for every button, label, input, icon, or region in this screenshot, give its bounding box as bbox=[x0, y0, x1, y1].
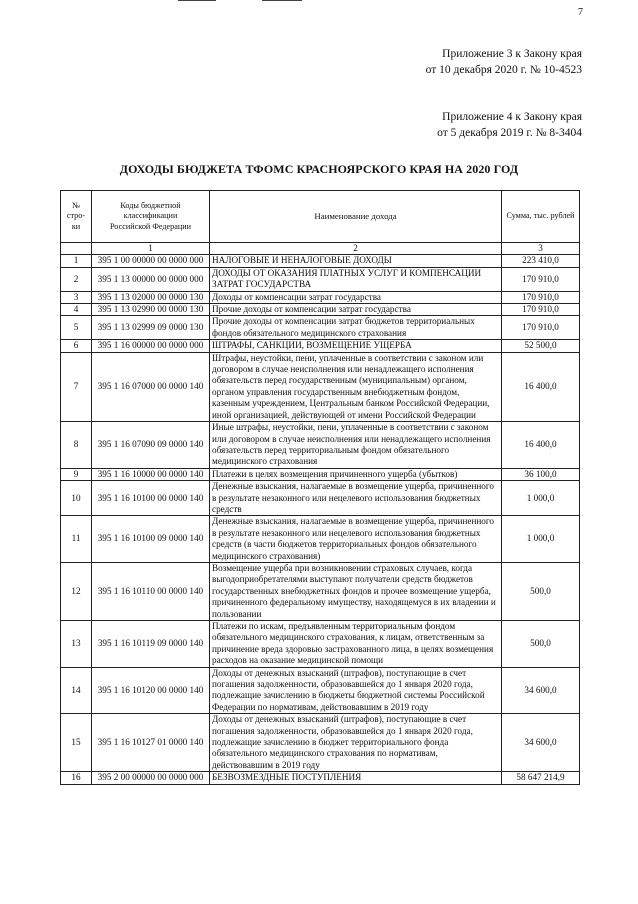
income-amount: 223 410,0 bbox=[502, 255, 580, 267]
column-number-row bbox=[61, 243, 580, 255]
income-name: Денежные взыскания, налагаемые в возмещение ущерба, причиненного в результате незаконного или нецелевого использования бюджетных средств (в части бюджетов территориальных фондов обязательного медицинского страхования) bbox=[210, 516, 502, 563]
appendix-4-line1: Приложение 4 к Закону края bbox=[442, 111, 582, 123]
row-number: 2 bbox=[61, 267, 92, 291]
table-row bbox=[61, 516, 580, 563]
table-row bbox=[61, 340, 580, 352]
income-amount: 170 910,0 bbox=[502, 267, 580, 291]
income-table bbox=[60, 190, 580, 785]
column-number bbox=[61, 243, 92, 255]
header-amount: Сумма, тыс. рублей bbox=[502, 191, 580, 243]
table-row bbox=[61, 255, 580, 267]
income-name: ДОХОДЫ ОТ ОКАЗАНИЯ ПЛАТНЫХ УСЛУГ И КОМПЕНСАЦИИ ЗАТРАТ ГОСУДАРСТВА bbox=[210, 267, 502, 291]
income-name: ШТРАФЫ, САНКЦИИ, ВОЗМЕЩЕНИЕ УЩЕРБА bbox=[210, 340, 502, 352]
budget-code: 395 1 16 10110 00 0000 140 bbox=[92, 562, 210, 620]
income-name: Доходы от компенсации затрат государства bbox=[210, 291, 502, 303]
row-number: 13 bbox=[61, 621, 92, 668]
table-row bbox=[61, 621, 580, 668]
row-number: 14 bbox=[61, 667, 92, 714]
scan-line-left bbox=[178, 0, 216, 1]
budget-code: 395 1 16 10100 00 0000 140 bbox=[92, 481, 210, 516]
header-budget-code: Коды бюджетной классификации Российской Федерации bbox=[92, 191, 210, 243]
income-name: Платежи по искам, предъявленным территориальным фондом обязательного медицинского страхования, к лицам, ответственным за причинение вреда здоровью застрахованного лица, в целях возмещения расходов на оказание медицинской помощи bbox=[210, 621, 502, 668]
income-amount: 1 000,0 bbox=[502, 516, 580, 563]
income-amount: 16 400,0 bbox=[502, 352, 580, 421]
table-header-row bbox=[61, 191, 580, 243]
budget-code: 395 1 16 07000 00 0000 140 bbox=[92, 352, 210, 421]
income-amount: 34 600,0 bbox=[502, 667, 580, 714]
row-number: 5 bbox=[61, 316, 92, 340]
table-row bbox=[61, 714, 580, 772]
table-row bbox=[61, 422, 580, 469]
page-number: 7 bbox=[578, 7, 583, 18]
row-number: 10 bbox=[61, 481, 92, 516]
document-title: ДОХОДЫ БЮДЖЕТА ТФОМС КРАСНОЯРСКОГО КРАЯ НА 2020 ГОД bbox=[119, 162, 519, 176]
table-row bbox=[61, 291, 580, 303]
income-name: Денежные взыскания, налагаемые в возмещение ущерба, причиненного в результате незаконного или нецелевого использования бюджетных средств bbox=[210, 481, 502, 516]
income-name: Прочие доходы от компенсации затрат государства bbox=[210, 304, 502, 316]
table-body bbox=[61, 255, 580, 784]
income-amount: 500,0 bbox=[502, 621, 580, 668]
budget-code: 395 1 16 07090 09 0000 140 bbox=[92, 422, 210, 469]
appendix-3-reference bbox=[426, 46, 582, 78]
row-number: 1 bbox=[61, 255, 92, 267]
income-name: НАЛОГОВЫЕ И НЕНАЛОГОВЫЕ ДОХОДЫ bbox=[210, 255, 502, 267]
budget-code: 395 1 13 02999 09 0000 130 bbox=[92, 316, 210, 340]
column-number: 3 bbox=[502, 243, 580, 255]
row-number: 16 bbox=[61, 772, 92, 784]
income-name: Платежи в целях возмещения причиненного ущерба (убытков) bbox=[210, 468, 502, 480]
appendix-4-line2: от 5 декабря 2019 г. № 8-3404 bbox=[437, 127, 582, 139]
income-amount: 1 000,0 bbox=[502, 481, 580, 516]
budget-code: 395 1 16 10119 09 0000 140 bbox=[92, 621, 210, 668]
budget-code: 395 2 00 00000 00 0000 000 bbox=[92, 772, 210, 784]
income-amount: 16 400,0 bbox=[502, 422, 580, 469]
budget-code: 395 1 13 00000 00 0000 000 bbox=[92, 267, 210, 291]
income-name: Доходы от денежных взысканий (штрафов), поступающие в счет погашения задолженности, образовавшейся до 1 января 2020 года, подлежащие зачислению в бюджет территориального фонда обязательного медицинского страхования по нормативам, действовавшим в 2019 году bbox=[210, 714, 502, 772]
income-amount: 36 100,0 bbox=[502, 468, 580, 480]
table-row bbox=[61, 304, 580, 316]
header-row-number: № стро- ки bbox=[61, 191, 92, 243]
income-name: Возмещение ущерба при возникновении страховых случаев, когда выгодоприобретателями выступают получатели средств бюджетов государственных внебюджетных фондов и прочее возмещение ущерба, причиненного федеральному имуществу, находящемуся в их владении и пользовании bbox=[210, 562, 502, 620]
income-amount: 170 910,0 bbox=[502, 291, 580, 303]
income-name: Прочие доходы от компенсации затрат бюджетов территориальных фондов обязательного медицинского страхования bbox=[210, 316, 502, 340]
budget-code: 395 1 13 02000 00 0000 130 bbox=[92, 291, 210, 303]
table-row bbox=[61, 267, 580, 291]
table-row bbox=[61, 468, 580, 480]
budget-code: 395 1 13 02990 00 0000 130 bbox=[92, 304, 210, 316]
appendix-4-reference bbox=[437, 109, 582, 141]
appendix-3-line1: Приложение 3 к Закону края bbox=[442, 48, 582, 60]
table-row bbox=[61, 316, 580, 340]
row-number: 3 bbox=[61, 291, 92, 303]
budget-code: 395 1 16 10127 01 0000 140 bbox=[92, 714, 210, 772]
income-name: Доходы от денежных взысканий (штрафов), поступающие в счет погашения задолженности, образовавшейся до 1 января 2020 года, подлежащие зачислению в бюджеты бюджетной системы Российской Федерации по нормативам, действовавшим в 2019 году bbox=[210, 667, 502, 714]
income-amount: 170 910,0 bbox=[502, 316, 580, 340]
row-number: 4 bbox=[61, 304, 92, 316]
budget-code: 395 1 00 00000 00 0000 000 bbox=[92, 255, 210, 267]
table-row bbox=[61, 772, 580, 784]
income-amount: 58 647 214,9 bbox=[502, 772, 580, 784]
appendix-3-line2: от 10 декабря 2020 г. № 10-4523 bbox=[425, 64, 582, 76]
table-row bbox=[61, 562, 580, 620]
table-row bbox=[61, 667, 580, 714]
income-name: Штрафы, неустойки, пени, уплаченные в соответствии с законом или договором в случае неисполнения или ненадлежащего исполнения обязательств перед государственным (муниципальным) органом, органом управления государственным внебюджетным фондом, казенным учреждением, Центральным банком Российской Федерации, иной организацией, действующей от имени Российской Федерации bbox=[210, 352, 502, 421]
row-number: 12 bbox=[61, 562, 92, 620]
row-number: 9 bbox=[61, 468, 92, 480]
table-row bbox=[61, 481, 580, 516]
row-number: 8 bbox=[61, 422, 92, 469]
income-amount: 170 910,0 bbox=[502, 304, 580, 316]
scan-line-right bbox=[262, 0, 302, 1]
row-number: 15 bbox=[61, 714, 92, 772]
header-income-name: Наименование дохода bbox=[210, 191, 502, 243]
income-amount: 500,0 bbox=[502, 562, 580, 620]
column-number: 1 bbox=[92, 243, 210, 255]
income-amount: 34 600,0 bbox=[502, 714, 580, 772]
row-number: 7 bbox=[61, 352, 92, 421]
row-number: 11 bbox=[61, 516, 92, 563]
budget-code: 395 1 16 00000 00 0000 000 bbox=[92, 340, 210, 352]
income-name: Иные штрафы, неустойки, пени, уплаченные в соответствии с законом или договором в случае неисполнения или ненадлежащего исполнения обязательств перед территориальным фондом обязательного медицинского страхования bbox=[210, 422, 502, 469]
budget-code: 395 1 16 10000 00 0000 140 bbox=[92, 468, 210, 480]
budget-code: 395 1 16 10120 00 0000 140 bbox=[92, 667, 210, 714]
row-number: 6 bbox=[61, 340, 92, 352]
table-row bbox=[61, 352, 580, 421]
income-amount: 52 500,0 bbox=[502, 340, 580, 352]
column-number: 2 bbox=[210, 243, 502, 255]
income-name: БЕЗВОЗМЕЗДНЫЕ ПОСТУПЛЕНИЯ bbox=[210, 772, 502, 784]
budget-code: 395 1 16 10100 09 0000 140 bbox=[92, 516, 210, 563]
